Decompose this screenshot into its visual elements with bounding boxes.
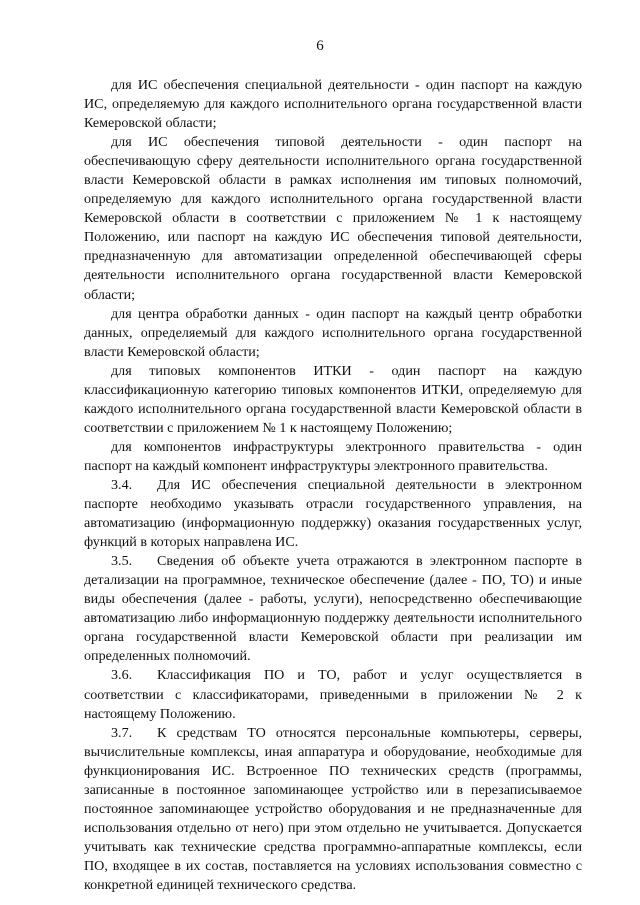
paragraph-data-center [84,305,582,362]
page-number: 6 [316,38,324,54]
clause-text: Классификация ПО и ТО, работ и услуг осуществляется в соответствии с классификаторами, приведенными в приложении № 2 к настоящему Положению. [84,667,582,722]
paragraph-special-activity-is [84,76,582,133]
paragraph-text: для центра обработки данных - один паспорт на каждый центр обработки данных, определяемый для каждого исполнительного органа государственной власти Кемеровской области; [84,305,582,360]
clause-3-5 [84,552,582,666]
clause-number: 3.7. [111,724,133,741]
clause-text: Для ИС обеспечения специальной деятельности в электронном паспорте необходимо указывать отрасли государственного управления, на автоматизацию (информационную поддержку) оказания государственных услуг, функций в которых направлена ИС. [84,476,582,551]
paragraph-text: для ИС обеспечения специальной деятельности - один паспорт на каждую ИС, определяемую для каждого исполнительного органа государственной власти Кемеровской области; [84,77,582,132]
clause-3-6 [84,666,582,723]
clause-number: 3.5. [111,553,133,570]
clause-text: К средствам ТО относятся персональные компьютеры, серверы, вычислительные комплексы, иная аппаратура и оборудование, необходимые для функционирования ИС. Встроенное ПО технических средств (программы, записанные в постоянное запоминающее устройство или в перезаписываемое постоянное запоминающее устройство оборудования и не предназначенные для использования отдельно от него) при этом отдельно не учитывается. Допускается учитывать как технические средства программно-аппаратные комплексы, если ПО, входящее в их состав, поставляется на условиях использования совместно с конкретной единицей технического средства. [84,724,582,893]
clause-3-4 [84,476,582,552]
paragraph-text: для типовых компонентов ИТКИ - один паспорт на каждую классификационную категорию типовых компонентов ИТКИ, определяемую для каждого исполнительного органа государственной власти Кемеровской области в соответствии с приложением № 1 к настоящему Положению; [84,362,582,436]
document-body [84,76,582,895]
clause-3-7 [84,724,582,895]
paragraph-typical-activity-is [84,133,582,304]
paragraph-text: для компонентов инфраструктуры электронного правительства - один паспорт на каждый компонент инфраструктуры электронного правительства. [84,438,582,474]
paragraph-text: для ИС обеспечения типовой деятельности - один паспорт на обеспечивающую сферу деятельности исполнительного органа государственной власти Кемеровской области в рамках исполнения им типовых полномочий, определяемую для каждого исполнительного органа государственной власти Кемеровской области в соответствии с приложением № 1 к настоящему Положению, или паспорт на каждую ИС обеспечения типовой деятельности, предназначенную для автоматизации определенной обеспечивающей сферы деятельности исполнительного органа государственной власти Кемеровской области; [84,134,582,303]
clause-text: Сведения об объекте учета отражаются в электронном паспорте в детализации на программное, техническое обеспечение (далее - ПО, ТО) и иные виды обеспечения (далее - работы, услуги), непосредственно обеспечивающие автоматизацию либо информационную поддержку деятельности исполнительного органа государственной власти Кемеровской области при реализации им определенных полномочий. [84,553,582,665]
clause-number: 3.4. [111,476,133,493]
clause-number: 3.6. [111,667,133,684]
paragraph-itki-components [84,362,582,438]
paragraph-e-government [84,438,582,476]
